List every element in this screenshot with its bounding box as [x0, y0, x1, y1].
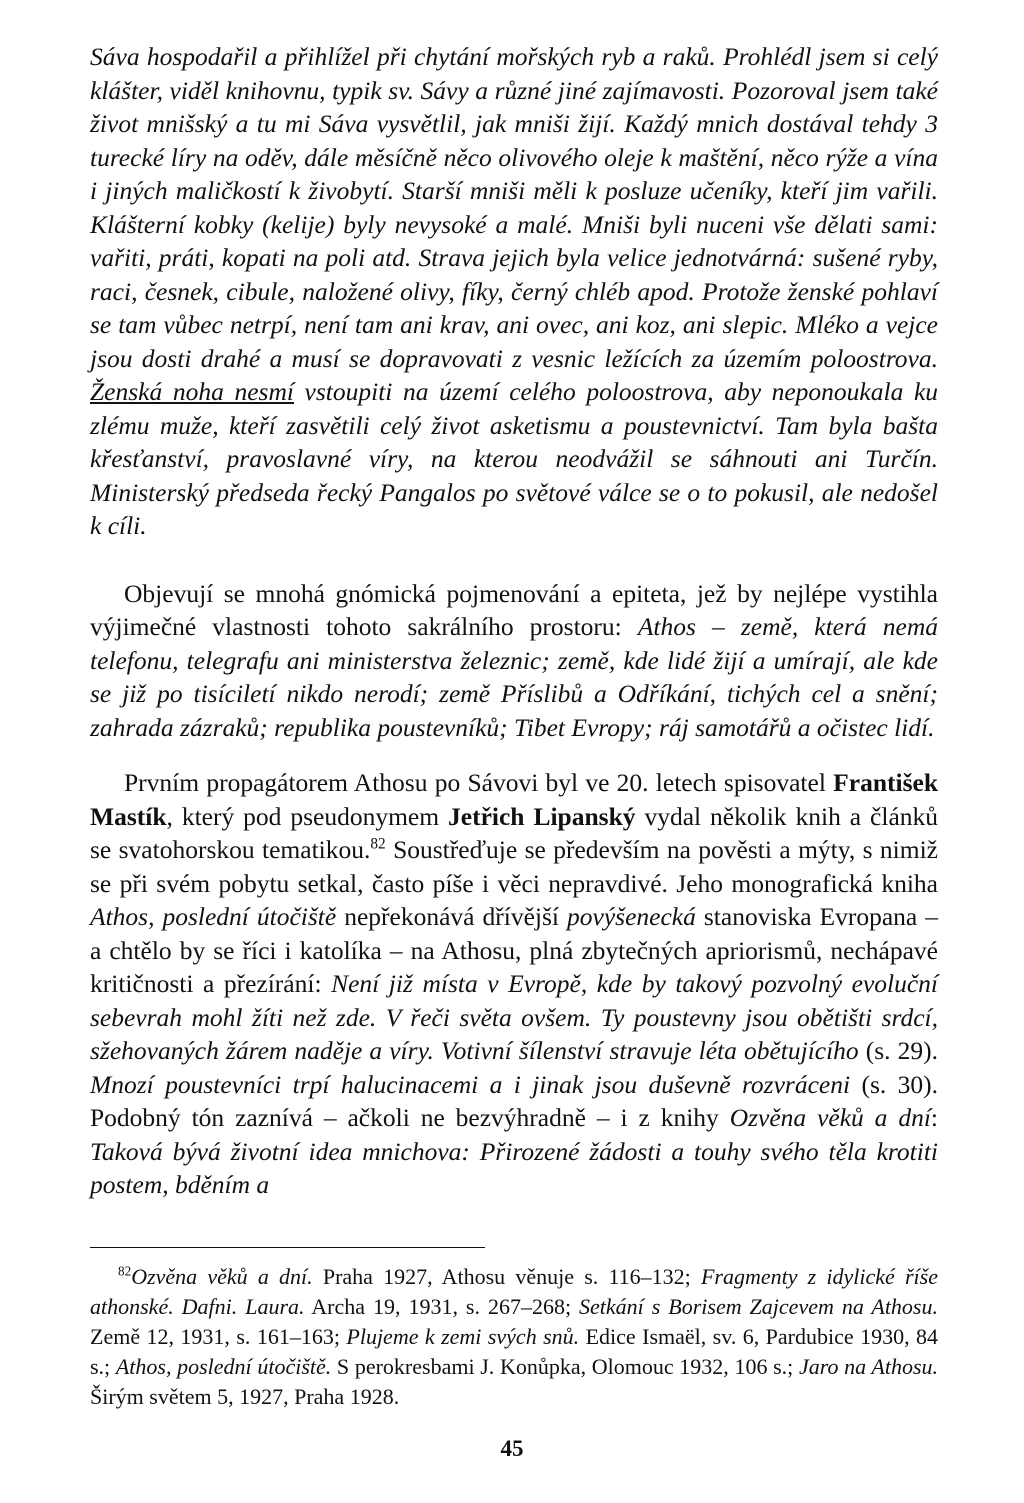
p3-t9: : [930, 1103, 939, 1132]
fn-t1: Praha 1927, Athosu věnuje s. 116–132; [312, 1264, 701, 1289]
p3-t7: (s. 29). [858, 1036, 938, 1065]
fn-t2: Archa 19, 1931, s. 267–268; [304, 1294, 580, 1319]
footnote-number: 82 [118, 1263, 132, 1279]
page-body [90, 40, 938, 1202]
p3-i2: povýšenecká [567, 902, 696, 931]
footnote-divider [90, 1247, 485, 1248]
fn-i5: Athos, poslední útočiště. [115, 1354, 332, 1379]
p3-i4: Mnozí poustevníci trpí halucinacemi a i jinak jsou duševně rozvráceni [90, 1069, 851, 1099]
fn-t3: Země 12, 1931, s. 161–163; [90, 1324, 347, 1349]
paragraph-epithets [90, 577, 938, 745]
quoted-passage [90, 40, 938, 543]
p3-t3: vydal několik knih a článků se svatohorskou tematikou. [90, 801, 939, 864]
page-number: 45 [500, 1436, 524, 1461]
fn-i4: Plujeme k zemi svých snů. [346, 1324, 580, 1349]
p3-t6: stanoviska Evropana – a chtělo by se říci i katolíka – na Athosu, plná zbytečných apriorismů, nechápavé kritičnosti a přezírání: [90, 902, 939, 998]
para2-italic: Athos – země, která nemá telefonu, telegrafu ani ministerstva železnic; země, kde lidé žijí a umírají, ale kde se již po tisíciletí nikdo nerodí; země Příslibů a Odříkání, tichých cel a snění; zahrada zázraků; republika poustevníků; Tibet Evropy; ráj samotářů a očistec lidí. [90, 612, 938, 742]
footnote [90, 1262, 938, 1412]
quote-underlined: Ženská noha nesmí [90, 377, 294, 406]
pseudonym: Jetřich Lipanský [448, 801, 636, 831]
quote-part-1: Sáva hospodařil a přihlížel při chytání mořských ryb a raků. Prohlédl jsem si celý klášter, viděl knihovnu, typik sv. Sávy a různé jiné zajímavosti. Pozoroval jsem také život mnišský a tu mi Sáva vysvětlil, jak mniši žijí. Každý mnich dostával tehdy 3 turecké líry na oděv, dále měsíčně něco olivového oleje k maštění, něco rýže a vína i jiných maličkostí k živobytí. Starší mniši měli k posluze učeníky, kteří jim vařili. Klášterní kobky (kelije) byly nevysoké a malé. Mniši byli nuceni vše dělati sami: vařiti, práti, kopati na poli atd. Strava jejich byla velice jednotvárná: sušené ryby, raci, česnek, cibule, naložené olivy, fíky, černý chléb apod. Protože ženské pohlaví se tam vůbec netrpí, není tam ani krav, ani ovec, ani koz, ani slepic. Mléko a vejce jsou dosti drahé a musí se dopravovati z vesnic ležících za územím poloostrova. [90, 42, 938, 373]
p3-i1: Athos, poslední útočiště [90, 902, 337, 931]
fn-i6: Jaro na Athosu. [798, 1354, 938, 1379]
fn-t4: Edice Ismaël, sv. 6, Pardubice 1930, 84 s.; [90, 1324, 938, 1379]
footnote-ref: 82 [370, 835, 386, 853]
author-name: František Mastík [90, 768, 938, 831]
fn-i3: Setkání s Borisem Zajcevem na Athosu. [579, 1294, 938, 1319]
quote-part-2: vstoupiti na území celého poloostrova, aby neponoukala ku zlému muže, kteří zasvětili celý život asketismu a poustevnictví. Tam byla bašta křesťanství, pravoslavné víry, na kterou neodvážil se sáhnouti ani Turčín. Ministerský předseda řecký Pangalos po světové válce se o to pokusil, ale nedošel k cíli. [90, 377, 939, 540]
p3-i3: Není již místa v Evropě, kde by takový pozvolný evoluční sebevrah mohl žíti než zde. V řeči světa ovšem. Ty poustevny jsou obětišti srdcí, sžehovaných žárem naděje a víry. Votivní šílenství stravuje léta obětujícího [90, 969, 938, 1065]
fn-i1: Ozvěna věků a dní. [131, 1264, 313, 1289]
fn-i2: Fragmenty z idylické říše athonské. Dafni. Laura. [90, 1264, 938, 1319]
p3-t4: Soustřeďuje se především na pověsti a mýty, s nimiž se při svém pobytu setkal, často píše i věci nepravdivé. Jeho monografická kniha [90, 835, 938, 898]
para2-text: Objevují se mnohá gnómická pojmenování a epiteta, jež by nejlépe vystihla výjimečné vlastnosti tohoto sakrálního prostoru: [90, 578, 938, 641]
p3-t1: Prvním propagátorem Athosu po Sávovi byl ve 20. letech spisovatel [124, 768, 834, 797]
p3-i5: Ozvěna věků a dní [729, 1103, 931, 1132]
fn-t5: S perokresbami J. Konůpka, Olomouc 1932, 106 s.; [331, 1354, 799, 1379]
p3-t2: , který pod pseudonymem [166, 801, 449, 831]
fn-t6: Širým světem 5, 1927, Praha 1928. [90, 1384, 400, 1409]
p3-t8: (s. 30). Podobný tón zaznívá – ačkoli ne bezvýhradně – i z knihy [90, 1069, 938, 1132]
p3-t5: nepřekonává dřívější [336, 902, 568, 931]
p3-i6: Taková bývá životní idea mnichova: Přirozené žádosti a touhy svého těla krotiti postem, bděním a [90, 1136, 938, 1199]
paragraph-mastik [90, 766, 938, 1202]
